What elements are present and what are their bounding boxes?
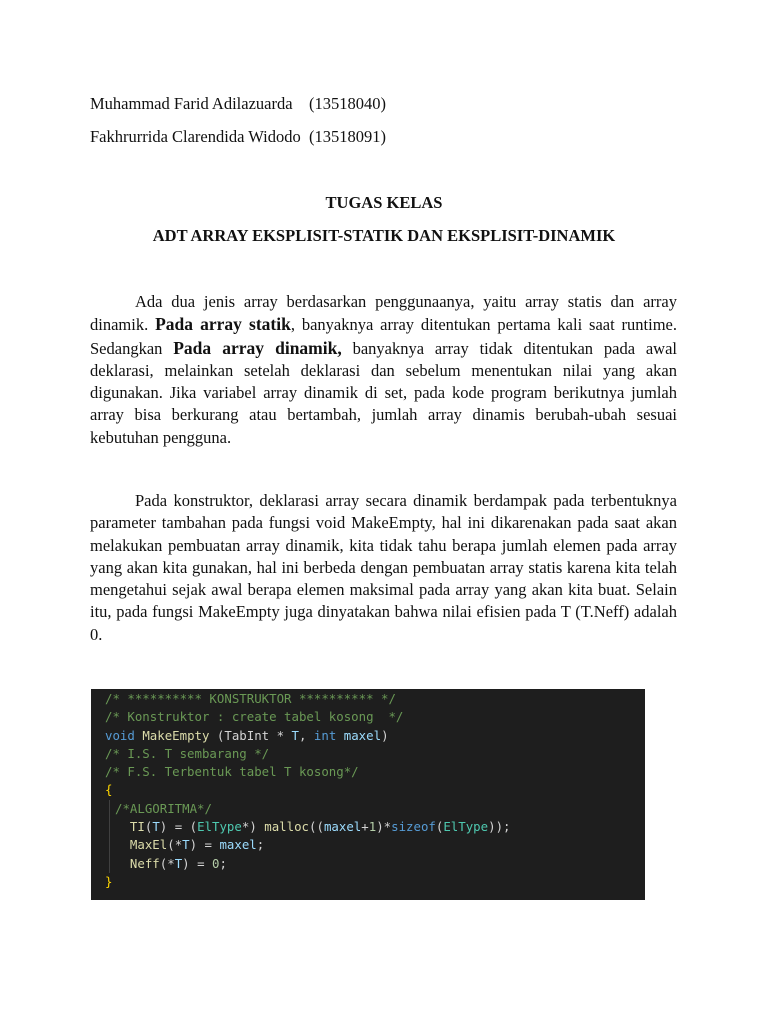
code-indent-block	[109, 800, 645, 873]
code-text: ));	[488, 819, 511, 835]
code-keyword: sizeof	[391, 819, 436, 835]
code-line	[105, 873, 645, 891]
code-comment: /*ALGORITMA*/	[115, 800, 212, 816]
code-function: TI	[129, 819, 145, 835]
code-type: ElType	[197, 819, 242, 835]
author-line-1	[90, 94, 386, 114]
author-nim: (13518091)	[308, 127, 386, 146]
code-keyword: int	[313, 727, 337, 743]
code-function: malloc	[264, 819, 310, 835]
code-text: ) = (	[159, 819, 198, 835]
code-text: ;	[256, 837, 265, 853]
code-variable: T	[174, 855, 183, 871]
code-screenshot	[91, 689, 645, 900]
code-line	[105, 745, 645, 763]
code-line	[115, 836, 645, 854]
code-text: (*	[159, 855, 175, 871]
code-line	[115, 818, 645, 836]
code-text: (	[435, 819, 444, 835]
code-number: 0	[212, 855, 220, 871]
code-keyword: void	[105, 727, 135, 743]
paragraph-text: , banyaknya array ditentukan pertama kali saat runtime. Sedangkan	[90, 315, 677, 358]
code-variable: maxel	[343, 727, 382, 743]
code-text: ((	[309, 819, 324, 835]
author-name: Muhammad Farid Adilazuarda	[90, 94, 293, 113]
code-comment: /* ********** KONSTRUKTOR ********** */	[105, 691, 396, 706]
code-comment: /* I.S. T sembarang */	[105, 745, 270, 761]
code-variable: maxel	[219, 837, 257, 853]
code-line	[115, 855, 645, 873]
code-text: +	[361, 819, 369, 835]
author-name: Fakhrurrida Clarendida Widodo	[90, 127, 301, 146]
code-comment: /* F.S. Terbentuk tabel T kosong*/	[105, 764, 359, 780]
code-comment: /* Konstruktor : create tabel kosong */	[105, 709, 404, 725]
paragraph-array-types	[90, 291, 677, 449]
code-line	[105, 763, 645, 781]
code-line	[105, 690, 645, 708]
bold-term-dynamic: Pada array dinamik,	[173, 337, 342, 358]
code-line	[105, 727, 645, 745]
code-text: ) =	[182, 855, 212, 871]
code-brace: {	[105, 782, 113, 798]
code-type: ElType	[443, 819, 489, 835]
paragraph-text: Ada dua jenis array berdasarkan penggunaanya, yaitu array statis dan array dinamik.	[90, 292, 677, 335]
code-text: ) =	[189, 837, 220, 853]
code-variable: T	[182, 837, 190, 853]
code-text: ,	[298, 727, 314, 743]
author-line-2	[90, 127, 386, 147]
code-variable: T	[152, 819, 160, 835]
code-brace: }	[105, 873, 113, 889]
code-text: (	[144, 819, 153, 835]
code-text: (*	[167, 837, 183, 853]
bold-term-static: Pada array statik	[155, 314, 291, 335]
code-function: MaxEl	[129, 837, 168, 853]
code-variable: maxel	[323, 819, 362, 835]
code-function: Neff	[129, 855, 160, 871]
code-number: 1	[368, 819, 377, 835]
code-text: )	[381, 727, 389, 743]
code-function: MakeEmpty	[142, 727, 210, 743]
code-line	[105, 708, 645, 726]
document-title: TUGAS KELAS	[325, 193, 443, 212]
code-variable: T	[291, 727, 299, 743]
paragraph-constructor: Pada konstruktor, deklarasi array secara dinamik berdampak pada terbentuknya parameter tambahan pada fungsi void MakeEmpty, hal ini dikarenakan pada saat akan melakukan pembuatan array dinamik, kita tidak tahu berapa jumlah elemen pada array yang akan kita gunakan, hal ini berbeda dengan pembuatan array statis karena kita telah mengetahui sejak awal berapa elemen maksimal pada array yang akan kita buat. Selain itu, pada fungsi MakeEmpty juga dinyatakan bahwa nilai efisien pada T (T.Neff) adalah 0.	[90, 491, 677, 644]
code-text: ;	[219, 855, 227, 871]
code-line	[105, 781, 645, 799]
code-text: *)	[241, 819, 265, 835]
code-line	[115, 800, 645, 818]
author-nim: (13518040)	[309, 94, 387, 113]
paragraph-text: banyaknya array tidak ditentukan pada awal deklarasi, melainkan setelah deklarasi dan sebelum menentukan nilai yang akan digunakan. Jika variabel array dinamik di set, pada kode program berikutnya jumlah array bisa berkurang atau bertambah, jumlah array dinamis berubah-ubah sesuai kebutuhan pengguna.	[90, 338, 677, 447]
code-text: (TabInt *	[209, 727, 292, 743]
code-text: )*	[376, 819, 392, 835]
document-subtitle: ADT ARRAY EKSPLISIT-STATIK DAN EKSPLISIT-DINAMIK	[152, 226, 616, 245]
